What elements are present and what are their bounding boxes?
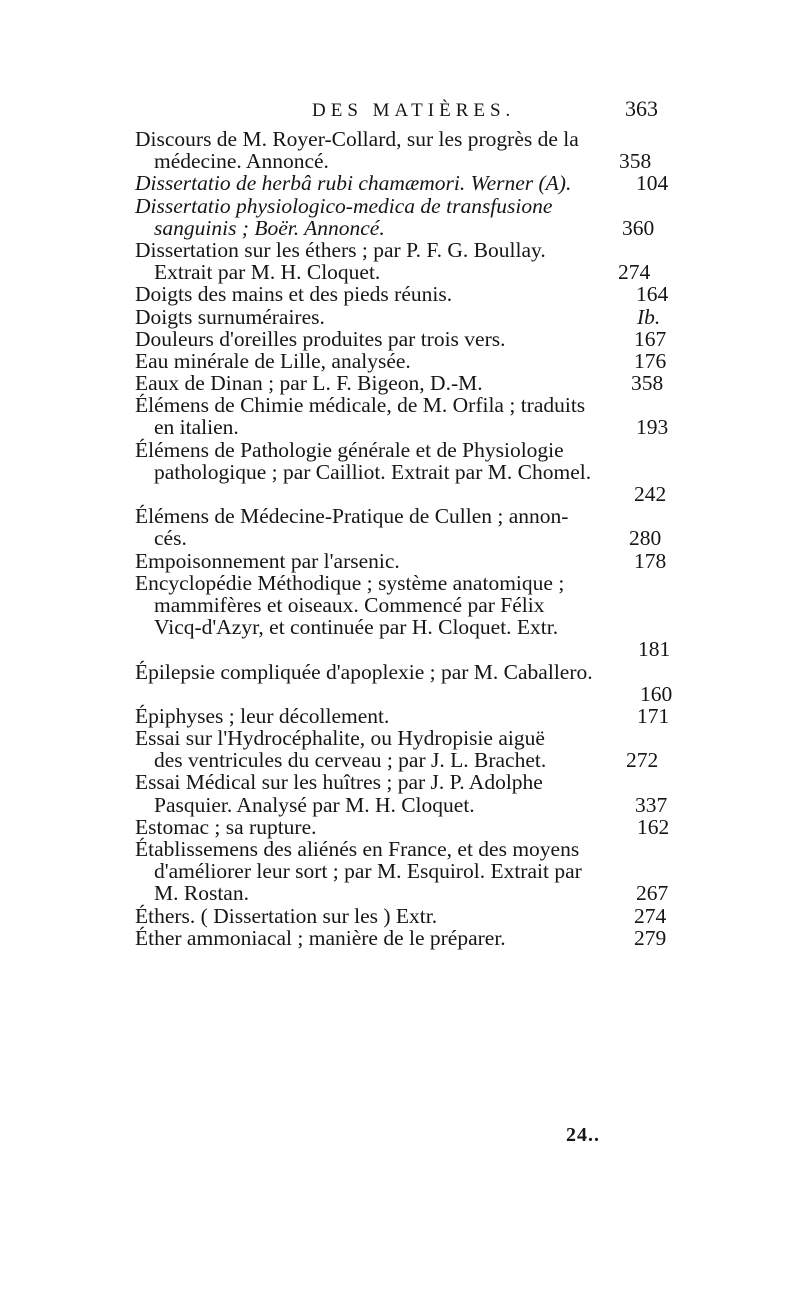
entry-line-row [135,128,800,150]
page-reference: 193 [636,415,669,440]
entry-line-row [135,661,800,683]
index-entry [0,572,800,661]
index-entry [0,128,800,172]
page-reference: 164 [636,282,669,307]
entry-line-row [135,838,800,860]
index-entry [0,172,800,194]
page-reference: 176 [634,348,667,373]
entry-line: cés. [154,526,187,551]
page-number: 363 [625,96,658,121]
entry-line: en italien. [154,415,239,440]
page-reference: 274 [634,903,667,928]
entry-line: Eaux de Dinan ; par L. F. Bigeon, D.-M. [135,371,483,396]
entry-line: Dissertation sur les éthers ; par P. F. G. Boullay. [135,237,546,262]
page-reference: 274 [618,260,651,285]
entry-line-row [0,705,800,727]
entry-line-row [0,150,800,172]
entry-line: Doigts des mains et des pieds réunis. [135,282,453,307]
index-entry [0,328,800,350]
page-reference: 162 [637,814,670,839]
entry-line-row [0,283,800,305]
entry-line: Discours de M. Royer-Collard, sur les progrès de la [135,127,579,151]
running-title: DES MATIÈRES. [312,100,516,121]
index-entry [0,838,800,905]
index-entry [0,306,800,328]
entry-line-row [0,527,800,549]
page-reference: 242 [634,482,667,506]
entry-line-row [135,195,800,217]
page-reference: 280 [629,526,662,551]
page-reference: 279 [634,925,667,950]
entry-line-row [0,483,800,505]
entry-line: Établissemens des aliénés en France, et des moyens [135,837,580,861]
entry-line: des ventricules du cerveau ; par J. L. Brachet. [154,748,547,773]
page-reference: Ib. [637,304,661,329]
entry-line-row [0,794,800,816]
page-reference: 171 [637,703,670,728]
entry-line: Vicq-d'Azyr, et continuée par H. Cloquet. Extr. [154,615,559,640]
entry-line: Estomac ; sa rupture. [135,814,317,839]
page-reference: 358 [619,149,652,174]
entry-line-row [0,749,800,771]
index-entry [0,239,800,283]
page-reference: 360 [622,215,655,240]
entry-line: Essai Médical sur les huîtres ; par J. P. Adolphe [135,770,543,795]
page-reference: 267 [636,881,669,906]
entry-line: d'améliorer leur sort ; par M. Esquirol. Extrait par [154,859,582,884]
page-reference: 337 [635,792,668,817]
index-entry [0,350,800,372]
entry-line-row [0,927,800,949]
entry-line-row [0,306,800,328]
entry-line: Doigts surnuméraires. [135,304,325,329]
index-entry [0,195,800,239]
entry-line-row [0,217,800,239]
entry-line-row [154,594,800,616]
entry-line: pathologique ; par Cailliot. Extrait par M. Chomel. [154,459,592,484]
entry-line-row [135,505,800,527]
entry-line: Extrait par M. H. Cloquet. [154,260,381,285]
entry-line: sanguinis ; Boër. Annoncé. [154,215,385,240]
entry-line: Douleurs d'oreilles produites par trois vers. [135,326,506,351]
index-entry [0,505,800,549]
entry-line: Essai sur l'Hydrocéphalite, ou Hydropisie aiguë [135,726,545,751]
entry-line: Empoisonnement par l'arsenic. [135,548,400,573]
entry-line-row [0,416,800,438]
entry-line-row [135,439,800,461]
entry-line-row [0,372,800,394]
entry-line: Pasquier. Analysé par M. H. Cloquet. [154,792,475,817]
entry-line: médecine. Annoncé. [154,149,329,174]
index-entry [0,550,800,572]
entry-line-row [0,905,800,927]
entry-line: Épiphyses ; leur décollement. [135,703,390,728]
entry-line-row [0,350,800,372]
entry-line-row [154,616,800,638]
entry-line-row [135,572,800,594]
index-entry [0,927,800,949]
page-reference: 358 [631,371,664,396]
index-entry [0,816,800,838]
index-entry [0,394,800,438]
entry-line-row [0,261,800,283]
entry-line: mammifères et oiseaux. Commencé par Félix [154,592,545,617]
entry-line: Dissertatio physiologico-medica de transfusione [135,193,553,218]
entry-line-row [0,816,800,838]
entry-line: Encyclopédie Méthodique ; système anatomique ; [135,570,565,595]
index-entries [0,128,800,949]
entry-line: Élémens de Pathologie générale et de Physiologie [135,437,564,462]
entry-line: Élémens de Chimie médicale, de M. Orfila ; traduits [135,393,586,418]
index-entry [0,771,800,815]
index-entry [0,439,800,506]
entry-line-row [0,683,800,705]
entry-line-row [0,638,800,660]
index-entry [0,661,800,705]
entry-line-row [135,771,800,793]
entry-line: Eau minérale de Lille, analysée. [135,348,411,373]
entry-line-row [154,461,800,483]
index-entry [0,727,800,771]
entry-line: Épilepsie compliquée d'apoplexie ; par M. Caballero. [135,659,593,684]
page-reference: 167 [634,326,667,351]
entry-line: Éthers. ( Dissertation sur les ) Extr. [135,903,438,928]
page-reference: 160 [640,681,673,706]
entry-line-row [0,882,800,904]
page-reference: 272 [626,748,659,773]
page-reference: 104 [636,171,669,196]
index-entry [0,905,800,927]
index-entry [0,283,800,305]
entry-line-row [135,727,800,749]
page-reference: 178 [634,548,667,573]
entry-line: Élémens de Médecine-Pratique de Cullen ; annon- [135,504,569,529]
entry-line-row [0,172,800,194]
index-entry [0,372,800,394]
entry-line: Dissertatio de herbâ rubi chamæmori. Werner (A). [135,171,572,196]
page-reference: 181 [638,637,671,662]
entry-line-row [135,239,800,261]
entry-line-row [154,860,800,882]
entry-line: M. Rostan. [154,881,249,906]
entry-line-row [135,394,800,416]
entry-line-row [0,550,800,572]
entry-line-row [0,328,800,350]
entry-line: Éther ammoniacal ; manière de le préparer. [135,925,506,950]
index-entry [0,705,800,727]
printer-signature-mark: 24.. [566,1124,600,1146]
